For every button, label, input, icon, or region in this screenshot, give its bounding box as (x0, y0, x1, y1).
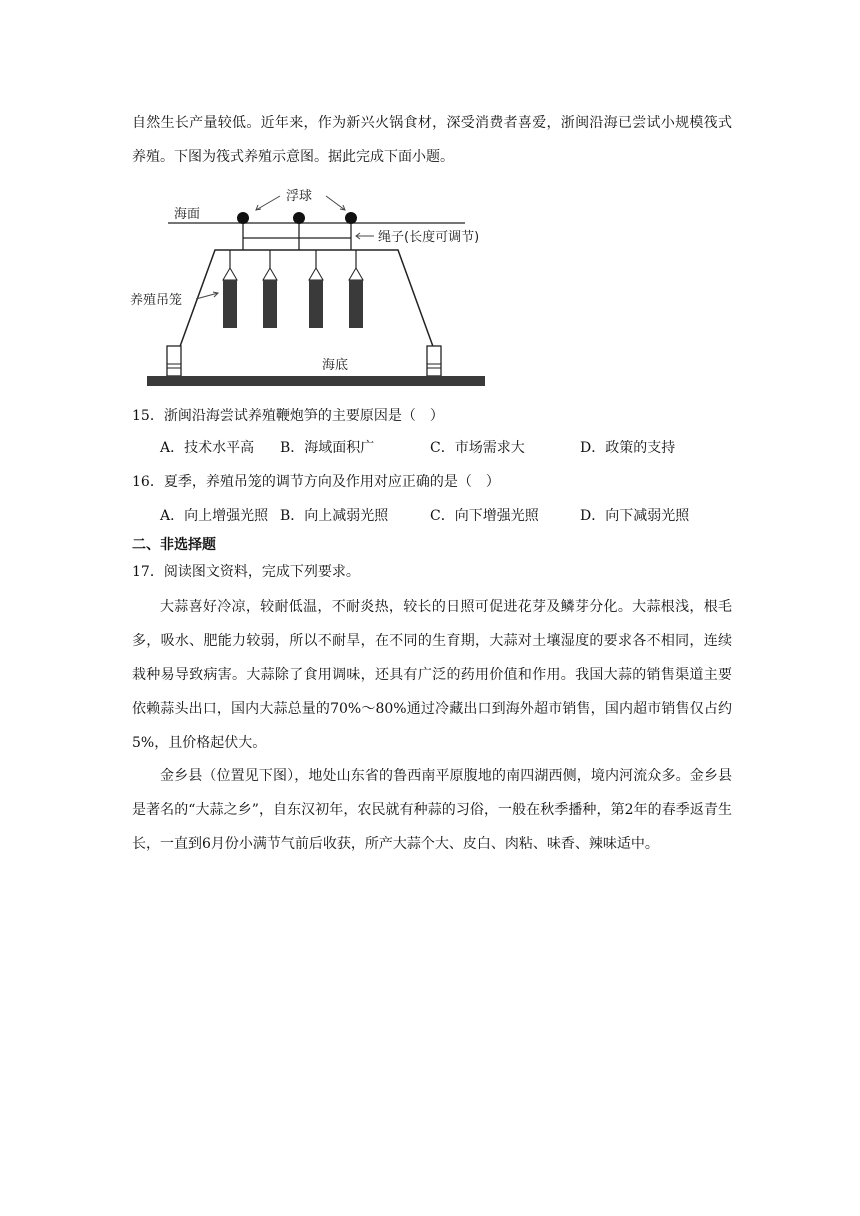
rope-label: 绳子(长度可调节) (378, 230, 480, 245)
question-17-paragraph-2: 金乡县（位置见下图），地处山东省的鲁西南平原腹地的南四湖西侧，境内河流众多。金乡县是著名的“大蒜之乡”，自东汉初年，农民就有种蒜的习俗，一般在秋季播种，第2年的春季返青生长，一直到6月份小满节气前后收获，所产大蒜个大、皮白、肉粘、味香、辣味适中。 (132, 768, 732, 852)
raft-frame (178, 250, 435, 352)
anchor-left (167, 346, 181, 376)
option-d[interactable]: D．政策的支持 (580, 440, 676, 456)
float-arrow-right (326, 196, 345, 210)
raft-culture-diagram (130, 180, 500, 395)
seabed-label: 海底 (322, 358, 349, 373)
anchor-right (427, 346, 441, 376)
question-17-stem: 17．阅读图文资料，完成下列要求。 (132, 564, 360, 580)
option-d[interactable]: D．向下减弱光照 (580, 508, 690, 524)
cage-label: 养殖吊笼 (130, 293, 183, 308)
float-label: 浮球 (286, 189, 313, 204)
option-c[interactable]: C．向下增强光照 (430, 508, 539, 524)
float-ball-2 (293, 212, 305, 224)
culture-cage-3 (309, 250, 323, 328)
seabed (147, 376, 485, 386)
question-15-stem: 15．浙闽沿海尝试养殖鞭炮笋的主要原因是（ ） (132, 408, 444, 424)
culture-cage-1 (223, 250, 237, 328)
intro-paragraph: 自然生长产量较低。近年来，作为新兴火锅食材，深受消费者喜爱，浙闽沿海已尝试小规模筏式养殖。下图为筏式养殖示意图。据此完成下面小题。 (132, 115, 732, 165)
question-16-stem: 16．夏季，养殖吊笼的调节方向及作用对应正确的是（ ） (132, 474, 500, 490)
section-heading: 二、非选择题 (132, 537, 216, 553)
option-b[interactable]: B．向上减弱光照 (280, 508, 389, 524)
culture-cage-4 (349, 250, 363, 328)
float-arrow-left (256, 196, 280, 210)
option-a[interactable]: A．技术水平高 (160, 440, 255, 456)
question-17-paragraph-1: 大蒜喜好冷凉，较耐低温，不耐炎热，较长的日照可促进花芽及鳞芽分化。大蒜根浅，根毛多，吸水、肥能力较弱，所以不耐旱，在不同的生育期，大蒜对土壤湿度的要求各不相同，连续栽种易导致病害。大蒜除了食用调味，还具有广泛的药用价值和作用。我国大蒜的销售渠道主要依赖蒜头出口，国内大蒜总量的70%～80%通过冷藏出口到海外超市销售，国内超市销售仅占约5%，且价格起伏大。 (132, 599, 732, 751)
sea-surface-label: 海面 (174, 207, 201, 222)
culture-cage-2 (263, 250, 277, 328)
option-b[interactable]: B．海域面积广 (280, 440, 375, 456)
option-a[interactable]: A．向上增强光照 (160, 508, 269, 524)
float-ball-3 (345, 212, 357, 224)
float-ball-1 (237, 212, 249, 224)
option-c[interactable]: C．市场需求大 (430, 440, 525, 456)
